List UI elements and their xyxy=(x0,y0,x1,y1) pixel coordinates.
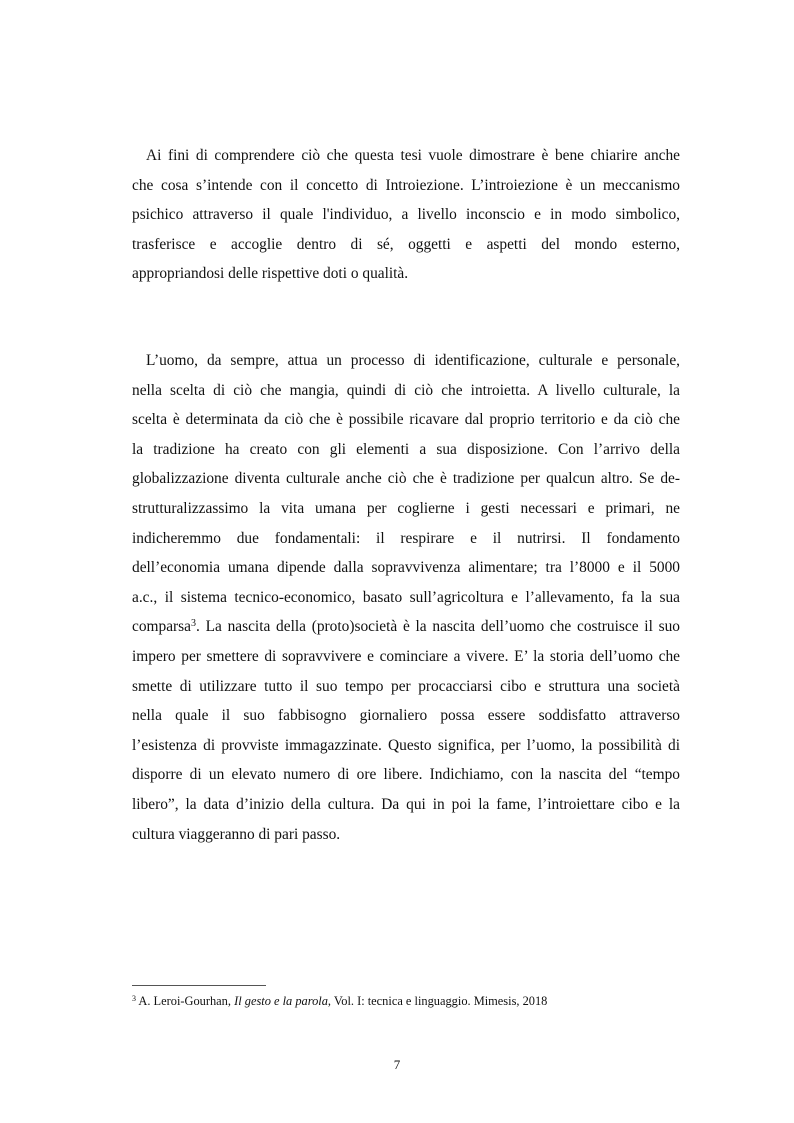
text-line: libero”, la data d’inizio della cultura. Da qui in poi la fame, l’introiettare cibo e la xyxy=(132,795,680,813)
text-line: smette di utilizzare tutto il suo tempo per procacciarsi cibo e struttura una società xyxy=(132,677,680,695)
text-line: L’uomo, da sempre, attua un processo di identificazione, culturale e personale, xyxy=(146,352,680,369)
text-line: nella quale il suo fabbisogno giornaliero possa essere soddisfatto attraverso xyxy=(132,707,680,725)
text-line: globalizzazione diventa culturale anche ciò che è tradizione per qualcun altro. Se de- xyxy=(132,470,680,488)
footnote-number: 3 xyxy=(132,994,136,1003)
text-line: disporre di un elevato numero di ore libere. Indichiamo, con la nascita del “tempo xyxy=(132,766,680,784)
text-line: psichico attraverso il quale l'individuo, a livello inconscio e in modo simbolico, xyxy=(132,206,680,224)
footnote-reference[interactable]: 3 xyxy=(190,618,196,630)
text-line: dell’economia umana dipende dalla sopravvivenza alimentare; tra l’8000 e il 5000 xyxy=(132,559,680,577)
text-line: l’esistenza di provviste immagazzinate. Questo significa, per l’uomo, la possibilità di xyxy=(132,736,680,754)
text-line: che cosa s’intende con il concetto di Introiezione. L’introiezione è un meccanismo xyxy=(132,176,680,194)
text-line: a.c., il sistema tecnico-economico, basato sull’agricoltura e l’allevamento, fa la sua xyxy=(132,588,680,606)
text-fragment: comparsa xyxy=(132,618,191,636)
footnote-divider xyxy=(132,985,266,986)
text-line: indicheremmo due fondamentali: il respirare e il nutrirsi. Il fondamento xyxy=(132,529,680,547)
text-line: Ai fini di comprendere ciò che questa tesi vuole dimostrare è bene chiarire anche xyxy=(146,147,680,164)
text-line: la tradizione ha creato con gli elementi a sua disposizione. Con l’arrivo della xyxy=(132,440,680,458)
text-line: strutturalizzassimo la vita umana per coglierne i gesti necessari e primari, ne xyxy=(132,499,680,517)
footnote-author: A. Leroi-Gourhan, xyxy=(136,994,235,1008)
text-line: cultura viaggeranno di pari passo. xyxy=(132,825,341,843)
text-line: appropriandosi delle rispettive doti o qualità. xyxy=(132,265,409,283)
paragraph-introiezione xyxy=(132,141,680,289)
footnote-details: , Vol. I: tecnica e linguaggio. Mimesis, 2018 xyxy=(327,994,548,1008)
paragraph-identificazione xyxy=(132,346,680,849)
text-line: nella scelta di ciò che mangia, quindi di ciò che introietta. A livello culturale, la xyxy=(132,381,680,399)
text-fragment: . La nascita della (proto)società è la nascita dell’uomo che costruisce il suo xyxy=(195,618,680,636)
footnote-title: Il gesto e la parola xyxy=(234,994,328,1008)
footnote xyxy=(132,993,692,1009)
text-line: trasferisce e accoglie dentro di sé, oggetti e aspetti del mondo esterno, xyxy=(132,235,680,253)
text-line xyxy=(132,612,680,642)
text-line: impero per smettere di sopravvivere e cominciare a vivere. E’ la storia dell’uomo che xyxy=(132,647,680,665)
text-line: scelta è determinata da ciò che è possibile ricavare dal proprio territorio e da ciò che xyxy=(132,411,680,429)
page-number: 7 xyxy=(393,1057,401,1072)
